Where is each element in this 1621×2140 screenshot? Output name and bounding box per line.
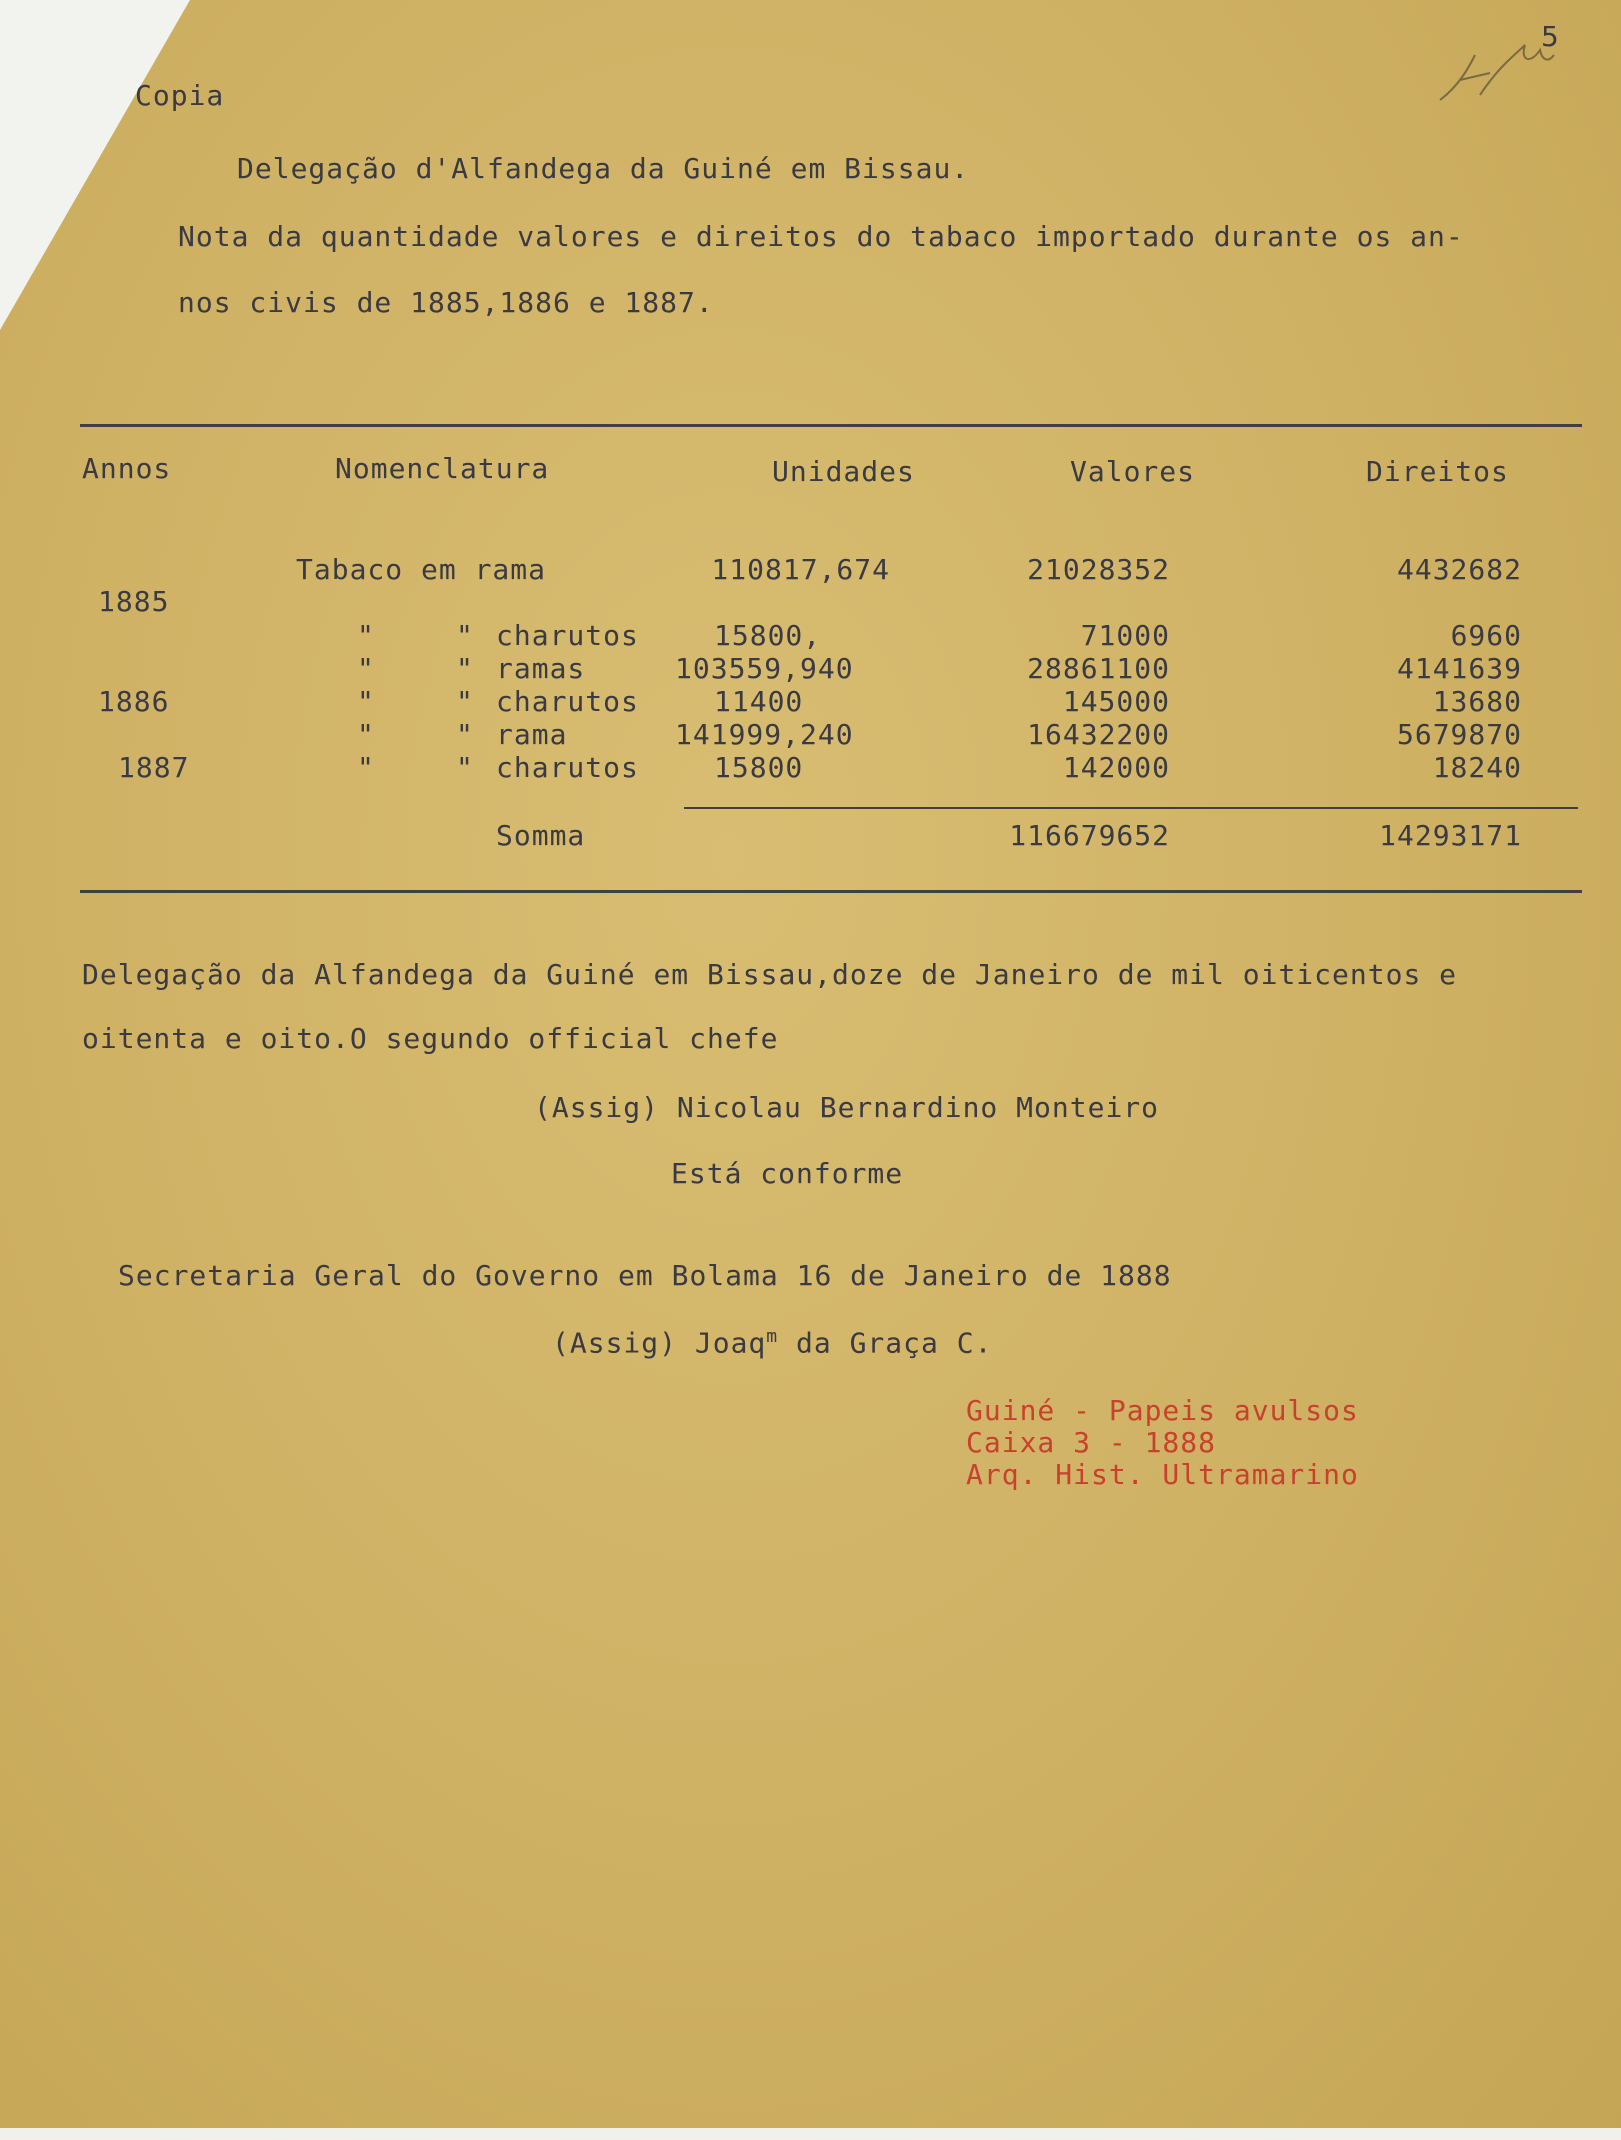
ditto-mark: " bbox=[456, 652, 474, 685]
table-row-unidades: 11400 bbox=[714, 685, 804, 718]
table-row-direitos: 4432682 bbox=[1396, 553, 1522, 586]
table-row-valores: 145000 bbox=[1062, 685, 1170, 718]
ditto-mark: " bbox=[456, 718, 474, 751]
somma-label: Somma bbox=[496, 819, 586, 852]
somma-valores: 116679652 bbox=[1009, 819, 1170, 852]
table-row-direitos: 18240 bbox=[1432, 751, 1522, 784]
page-number: 5 bbox=[1541, 20, 1559, 53]
table-row-unidades: 15800, bbox=[714, 619, 822, 652]
folded-corner bbox=[0, 0, 190, 330]
table-row-nomenclatura: rama bbox=[496, 718, 568, 751]
table-row-valores: 28861100 bbox=[1027, 652, 1170, 685]
table-row-nomenclatura: charutos bbox=[496, 685, 639, 718]
somma-direitos: 14293171 bbox=[1379, 819, 1522, 852]
table-row-nomenclatura: charutos bbox=[496, 619, 639, 652]
handwritten-initials bbox=[1430, 25, 1560, 115]
table-row-valores: 71000 bbox=[1080, 619, 1170, 652]
ditto-mark: " bbox=[357, 718, 375, 751]
intro-line-2: nos civis de 1885,1886 e 1887. bbox=[178, 286, 714, 319]
table-row-unidades: 110817,674 bbox=[711, 553, 890, 586]
ditto-mark: " bbox=[357, 751, 375, 784]
esta-conforme: Está conforme bbox=[671, 1157, 904, 1190]
year-1885: 1885 bbox=[98, 585, 170, 618]
header-unidades: Unidades bbox=[772, 455, 915, 488]
table-bottom-rule bbox=[80, 890, 1582, 893]
table-row-unidades: 141999,240 bbox=[675, 718, 854, 751]
signature-joaquim: (Assig) Joaq$^m$ da Graça C. bbox=[552, 1326, 993, 1360]
ditto-mark: " bbox=[456, 619, 474, 652]
table-row-direitos: 6960 bbox=[1450, 619, 1522, 652]
table-row-nomenclatura: charutos bbox=[496, 751, 639, 784]
ditto-mark: " bbox=[456, 685, 474, 718]
header-direitos: Direitos bbox=[1366, 455, 1509, 488]
signature-monteiro: (Assig) Nicolau Bernardino Monteiro bbox=[534, 1091, 1160, 1124]
table-row-valores: 142000 bbox=[1062, 751, 1170, 784]
ditto-mark: " bbox=[357, 685, 375, 718]
closing-line-1: Delegação da Alfandega da Guiné em Bissau,doze de Janeiro de mil oiticentos e bbox=[82, 958, 1458, 991]
table-row-nomenclatura: Tabaco em rama bbox=[296, 553, 547, 586]
ditto-mark: " bbox=[357, 652, 375, 685]
table-row-direitos: 4141639 bbox=[1396, 652, 1522, 685]
table-row-valores: 16432200 bbox=[1027, 718, 1170, 751]
sum-rule bbox=[684, 807, 1578, 809]
table-row-direitos: 13680 bbox=[1432, 685, 1522, 718]
table-row-valores: 21028352 bbox=[1027, 553, 1170, 586]
table-row-nomenclatura: ramas bbox=[496, 652, 586, 685]
header-annos: Annos bbox=[82, 452, 172, 485]
document-heading: Delegação d'Alfandega da Guiné em Bissau. bbox=[237, 152, 970, 185]
year-1886: 1886 bbox=[98, 685, 170, 718]
archive-stamp-line: Arq. Hist. Ultramarino bbox=[966, 1458, 1359, 1491]
intro-line-1: Nota da quantidade valores e direitos do tabaco importado durante os an- bbox=[178, 220, 1464, 253]
page-bottom-edge bbox=[0, 2128, 1621, 2140]
table-row-direitos: 5679870 bbox=[1396, 718, 1522, 751]
copy-label: Copia bbox=[135, 79, 225, 112]
secretaria-line: Secretaria Geral do Governo em Bolama 16 de Janeiro de 1888 bbox=[118, 1259, 1172, 1292]
table-row-unidades: 103559,940 bbox=[675, 652, 854, 685]
ditto-mark: " bbox=[357, 619, 375, 652]
archive-stamp-line: Caixa 3 - 1888 bbox=[966, 1426, 1217, 1459]
closing-line-2: oitenta e oito.O segundo official chefe bbox=[82, 1022, 779, 1055]
ditto-mark: " bbox=[456, 751, 474, 784]
header-nomenclatura: Nomenclatura bbox=[335, 452, 550, 485]
year-1887: 1887 bbox=[118, 751, 190, 784]
archive-stamp-line: Guiné - Papeis avulsos bbox=[966, 1394, 1359, 1427]
table-top-rule bbox=[80, 424, 1582, 427]
table-row-unidades: 15800 bbox=[714, 751, 804, 784]
header-valores: Valores bbox=[1070, 455, 1196, 488]
